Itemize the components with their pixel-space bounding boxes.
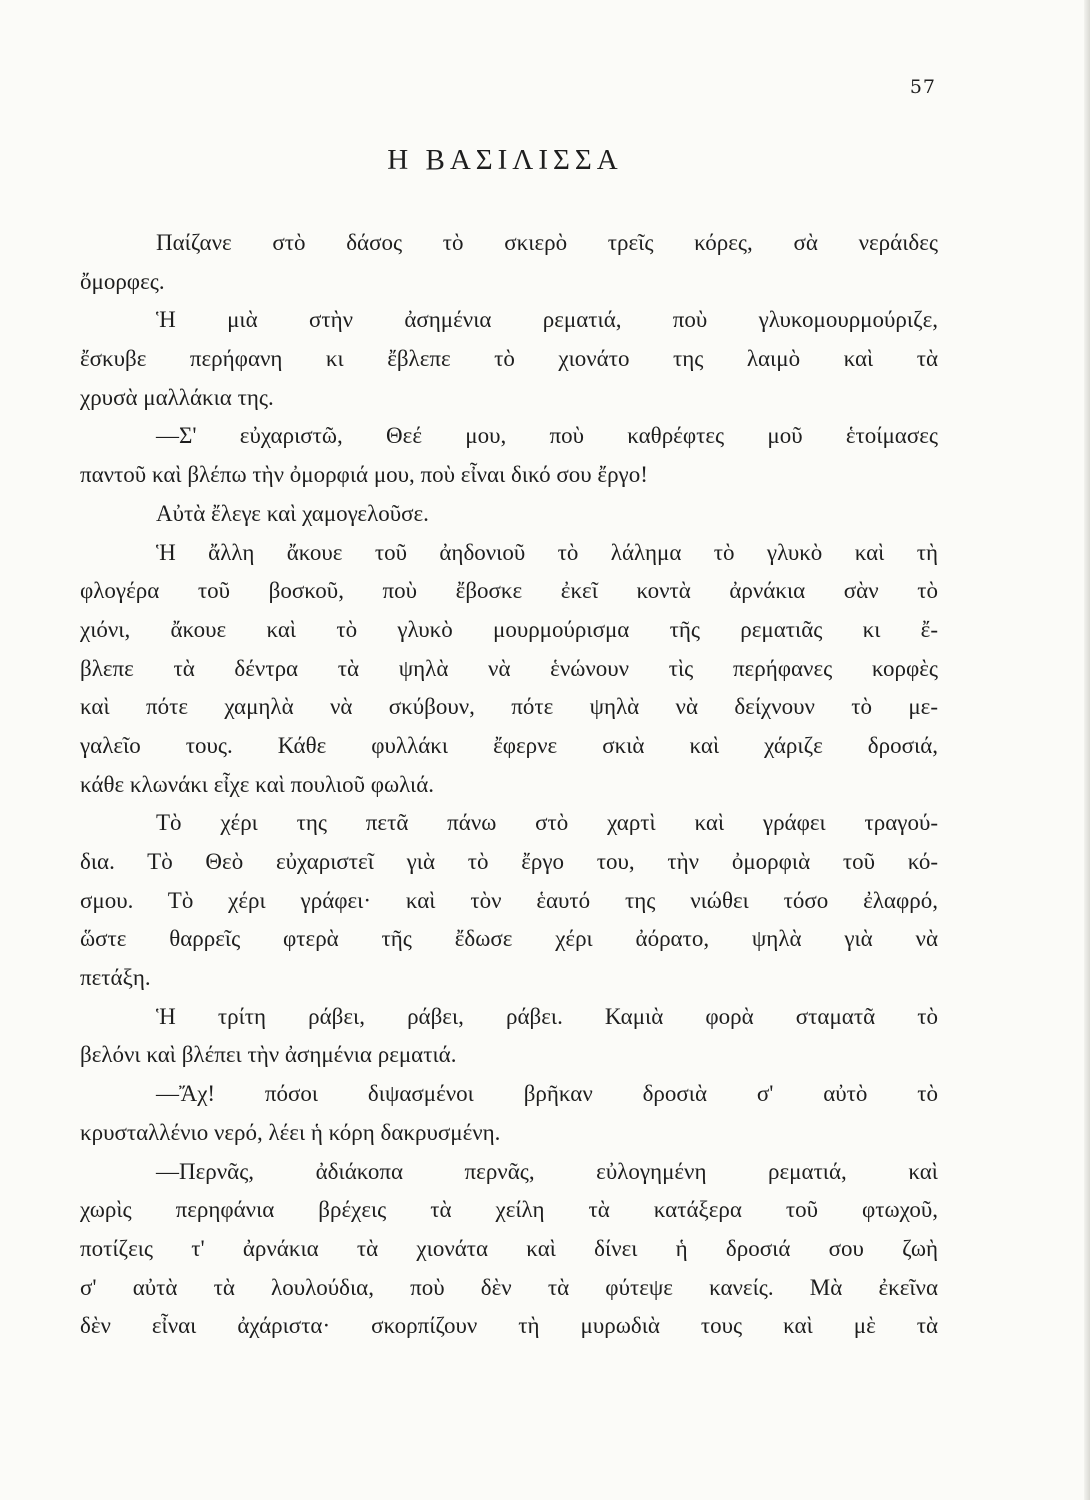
text-line: χρυσὰ μαλλάκια της. [80,384,274,410]
text-line: σμου. Τὸ χέρι γράφει· καὶ τὸν ἑαυτό της νιώθει τόσο ἐλαφρό, [80,887,938,913]
text-line: σ' αὐτὰ τὰ λουλούδια, ποὺ δὲν τὰ φύτεψε κανείς. Μὰ ἐκεῖνα [80,1274,938,1300]
text-line: πετάξη. [80,965,151,991]
text-line: βλεπε τὰ δέντρα τὰ ψηλὰ νὰ ἑνώνουν τὶς περήφανες κορφὲς [80,655,938,681]
text-line: βελόνι καὶ βλέπει τὴν ἀσημένια ρεματιά. [80,1042,457,1068]
text-line: δὲν εἶναι ἀχάριστα· σκορπίζουν τὴ μυρωδιὰ τους καὶ μὲ τὰ [80,1313,938,1339]
text-line: Τὸ χέρι της πετᾶ πάνω στὸ χαρτὶ καὶ γράφει τραγού- [156,810,938,836]
text-line: γαλεῖο τους. Κάθε φυλλάκι ἔφερνε σκιὰ καὶ χάριζε δροσιά, [80,732,938,758]
text-line: Αὐτὰ ἔλεγε καὶ χαμογελοῦσε. [156,500,429,526]
text-line: δια. Τὸ Θεὸ εὐχαριστεῖ γιὰ τὸ ἔργο του, τὴν ὀμορφιὰ τοῦ κό- [80,849,938,874]
text-line: χωρὶς περηφάνια βρέχεις τὰ χείλη τὰ κατάξερα τοῦ φτωχοῦ, [80,1197,938,1223]
text-line: Ἡ τρίτη ράβει, ράβει, ράβει. Καμιὰ φορὰ σταματᾶ τὸ [156,1003,938,1029]
text-line: Παίζανε στὸ δάσος τὸ σκιερὸ τρεῖς κόρες, σὰ νεράιδες [156,230,938,255]
text-line: κρυσταλλένιο νερό, λέει ἡ κόρη δακρυσμένη. [80,1119,501,1145]
text-line: καὶ πότε χαμηλὰ νὰ σκύβουν, πότε ψηλὰ νὰ δείχνουν τὸ με- [80,694,938,720]
text-line: —Περνᾶς, ἀδιάκοπα περνᾶς, εὐλογημένη ρεματιά, καὶ [156,1158,938,1184]
text-line: ὥστε θαρρεῖς φτερὰ τῆς ἔδωσε χέρι ἀόρατο, ψηλὰ γιὰ νὰ [80,926,938,952]
text-line: ὄμορφες. [80,268,165,294]
body-text [80,224,938,1346]
text-line: ἔσκυβε περήφανη κι ἔβλεπε τὸ χιονάτο της λαιμὸ καὶ τὰ [80,346,938,372]
page-number: 57 [909,76,936,98]
text-line: φλογέρα τοῦ βοσκοῦ, ποὺ ἔβοσκε ἐκεῖ κοντὰ ἀρνάκια σὰν τὸ [80,578,938,604]
text-line: Ἡ ἄλλη ἄκουε τοῦ ἀηδονιοῦ τὸ λάλημα τὸ γλυκὸ καὶ τὴ [156,539,938,565]
text-line: χιόνι, ἄκουε καὶ τὸ γλυκὸ μουρμούρισμα τῆς ρεματιᾶς κι ἔ- [80,616,938,642]
text-line: κάθε κλωνάκι εἶχε καὶ πουλιοῦ φωλιά. [80,771,435,797]
text-line: παντοῦ καὶ βλέπω τὴν ὀμορφιά μου, ποὺ εἶναι δικό σου ἔργο! [80,462,648,488]
page-edge-shadow [1084,0,1090,1500]
chapter-title: Η ΒΑΣΙΛΙΣΣΑ [387,144,623,176]
text-line: —Ἄχ! πόσοι διψασμένοι βρῆκαν δροσιὰ σ' αὐτὸ τὸ [156,1081,938,1107]
text-line: —Σ' εὐχαριστῶ, Θεέ μου, ποὺ καθρέφτες μοῦ ἑτοίμασες [156,423,938,449]
text-line: Ἡ μιὰ στὴν ἀσημένια ρεματιά, ποὺ γλυκομουρμούριζε, [156,307,938,333]
text-line: ποτίζεις τ' ἀρνάκια τὰ χιονάτα καὶ δίνει ἡ δροσιά σου ζωὴ [80,1235,938,1261]
